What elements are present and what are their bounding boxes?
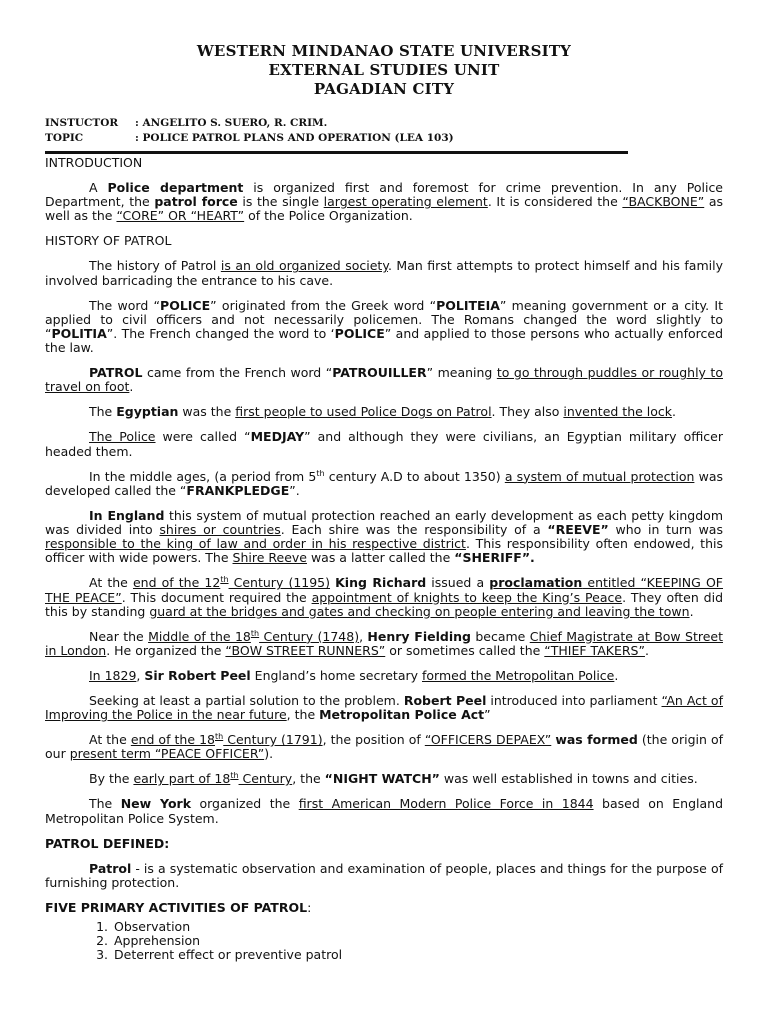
text-run: . He organized the — [106, 643, 226, 659]
text-run: FRANKPLEDGE — [186, 482, 290, 498]
text-run: Century — [238, 771, 293, 787]
text-run: By the — [89, 771, 134, 787]
text-run: POLICE — [160, 297, 211, 313]
text-run: appointment of knights to keep the King’s Peace — [311, 589, 623, 605]
text-run: introduced into parliament — [486, 693, 662, 709]
history-paragraph — [45, 772, 723, 786]
text-run: The — [89, 796, 121, 812]
text-run: “REEVE” — [547, 522, 609, 538]
text-run: Metropolitan Police Act — [319, 707, 485, 723]
text-run: “NIGHT WATCH” — [324, 771, 440, 787]
text-run: PATROUILLER — [332, 365, 427, 381]
text-run: In England — [89, 507, 165, 523]
text-run: . — [129, 379, 134, 395]
text-run: ”. The French changed the word to ‘ — [106, 326, 335, 342]
text-run: largest operating element — [323, 194, 488, 210]
text-run: : — [307, 899, 312, 915]
text-run: - is a systematic observation and examination of people, places and things for the purpose of furnishing protection. — [45, 860, 723, 890]
topic-value: : POLICE PATROL PLANS AND OPERATION (LEA 103) — [135, 132, 454, 144]
superscript: th — [220, 575, 229, 585]
header-divider — [45, 151, 628, 154]
history-paragraph — [45, 630, 723, 658]
text-run: The history of Patrol — [89, 258, 221, 274]
text-run: . — [644, 643, 649, 659]
heading-patrol-defined: PATROL DEFINED: — [45, 835, 170, 851]
text-run: Police department — [107, 180, 244, 195]
topic-line — [45, 131, 735, 146]
text-run: end of the 18 — [130, 732, 215, 748]
university-name: WESTERN MINDANAO STATE UNIVERSITY — [196, 42, 572, 60]
text-run: , the — [292, 771, 325, 787]
text-run: formed the Metropolitan Police — [422, 668, 615, 684]
text-run: . They also — [491, 404, 564, 420]
text-run: At the — [89, 732, 131, 748]
list-item: 1. Observation — [112, 920, 723, 934]
text-run: Century (1791) — [223, 732, 323, 748]
text-run: this system of mutual protection reached an early development as each petty kingdom was divided into — [45, 507, 723, 538]
text-run: PATROL — [89, 365, 143, 381]
text-run: , the — [286, 707, 320, 723]
text-run: was formed — [555, 732, 638, 748]
text-run: FIVE PRIMARY ACTIVITIES OF PATROL — [45, 899, 308, 915]
text-run: “An Act of Improving the Police in the near future — [45, 693, 723, 723]
topic-label: TOPIC — [45, 132, 84, 144]
history-paragraph — [45, 509, 723, 566]
text-run: POLICE — [334, 326, 385, 342]
text-run: In the middle ages, (a period from 5 — [89, 468, 317, 484]
heading-five-activities — [45, 901, 723, 915]
text-run: Near the — [89, 628, 149, 644]
history-paragraph — [45, 669, 723, 683]
superscript: th — [316, 468, 325, 478]
text-run: present term “PEACE OFFICER” — [69, 746, 265, 762]
text-run: guard at the bridges and gates and checking on people entering and leaving the town — [149, 603, 690, 619]
text-run: or sometimes called the — [385, 643, 545, 659]
text-run: first American Modern Police Force in 1844 — [298, 796, 594, 812]
text-run: was well established in towns and cities. — [439, 771, 698, 787]
text-run: POLITIA — [51, 326, 107, 342]
text-run: “OFFICERS DEPAEX” — [424, 732, 552, 748]
text-run: . — [672, 404, 676, 420]
instructor-label: INSTUCTOR — [45, 117, 119, 129]
text-run: ” and although they were civilians, an Egyptian military officer headed them. — [45, 429, 724, 459]
definition-paragraph — [45, 862, 723, 890]
history-paragraph — [45, 430, 723, 458]
text-run: New York — [120, 796, 192, 812]
text-run: ”. — [289, 482, 300, 498]
text-run: Patrol — [89, 860, 132, 876]
text-run: Sir Robert Peel — [144, 668, 251, 684]
history-paragraph — [45, 470, 723, 498]
document-header — [0, 42, 768, 99]
history-paragraph — [45, 733, 723, 761]
text-run: entitled “KEEPING OF THE PEACE” — [45, 575, 723, 605]
text-run: “CORE” OR “HEART” — [116, 208, 245, 224]
text-run: was the — [178, 404, 236, 420]
text-run: . This responsibility often endowed, this officer with wide powers. The — [45, 536, 723, 566]
text-run: ” and applied to those persons who actually enforced the law. — [45, 326, 724, 356]
text-run: , the position of — [322, 732, 425, 748]
text-run: , — [136, 668, 145, 684]
list-item: 2. Apprehension — [112, 934, 723, 948]
text-run: issued a — [426, 575, 490, 591]
text-run: end of the 12 — [132, 575, 221, 591]
text-run: a system of mutual protection — [504, 468, 695, 484]
text-run: . — [614, 668, 619, 684]
text-run: . Man first attempts to protect himself and his family involved barricading the entrance to his cave. — [45, 258, 723, 288]
text-run: In 1829 — [89, 668, 137, 684]
text-run: . Each shire was the responsibility of a — [280, 522, 548, 538]
text-run: were called “ — [155, 429, 251, 445]
history-paragraph — [45, 366, 723, 394]
text-run: The — [89, 404, 117, 420]
list-item: 3. Deterrent effect or preventive patrol — [112, 948, 723, 962]
document-meta — [45, 116, 735, 146]
text-run: early part of 18 — [133, 771, 231, 787]
text-run: Century (1195) — [228, 575, 331, 591]
text-run: came from the French word “ — [142, 365, 333, 381]
text-run: Henry Fielding — [367, 628, 471, 644]
document-body — [45, 156, 723, 962]
unit-name: EXTERNAL STUDIES UNIT — [268, 61, 500, 79]
text-run: . This document required the — [121, 589, 312, 605]
text-run: responsible to the king of law and order in his respective district — [45, 536, 466, 552]
instructor-line — [45, 116, 735, 131]
text-run: MEDJAY — [250, 429, 305, 445]
text-run: “BOW STREET RUNNERS” — [225, 643, 386, 659]
text-run: based on England Metropolitan Police System. — [45, 796, 723, 826]
text-run: Egyptian — [116, 404, 179, 420]
text-run: was a latter called the — [306, 550, 455, 566]
text-run: Century (1748) — [259, 628, 360, 644]
heading-history: HISTORY OF PATROL — [45, 233, 172, 249]
text-run: is the single — [237, 194, 324, 210]
text-run: ” — [484, 707, 491, 723]
text-run: . It is considered the — [487, 194, 623, 210]
text-run: At the — [89, 575, 133, 591]
text-run: was developed called the “ — [45, 468, 723, 498]
superscript: th — [215, 732, 224, 742]
text-run: The word “ — [89, 297, 161, 313]
text-run: King Richard — [335, 575, 427, 591]
text-run: of the Police Organization. — [244, 208, 413, 224]
text-run: as well as the — [45, 194, 724, 224]
text-run: (the origin of our — [45, 732, 723, 762]
heading-introduction: INTRODUCTION — [45, 155, 143, 170]
activities-list — [45, 920, 723, 963]
text-run: ” originated from the Greek word “ — [210, 297, 437, 313]
text-run: ). — [264, 746, 274, 762]
text-run: A — [89, 180, 108, 195]
text-run: . They often did this by standing — [45, 589, 724, 619]
text-run: shires or countries — [159, 522, 281, 538]
text-run: “THIEF TAKERS” — [544, 643, 645, 659]
text-run: “BACKBONE” — [622, 194, 705, 210]
text-run: Seeking at least a partial solution to the problem. — [89, 693, 404, 709]
text-run: POLITEIA — [436, 297, 500, 313]
text-run: England’s home secretary — [250, 668, 422, 684]
text-run: century A.D to about 1350) — [324, 468, 505, 484]
text-run: proclamation — [489, 575, 583, 591]
text-run: Chief Magistrate at Bow Street in London — [45, 628, 723, 659]
text-run: is an old organized society — [220, 258, 388, 274]
text-run: Middle of the 18 — [148, 628, 251, 644]
text-run: Shire Reeve — [232, 550, 307, 566]
text-run: patrol force — [154, 194, 238, 210]
text-run: who in turn was — [608, 522, 723, 538]
text-run: invented the lock — [563, 404, 673, 420]
history-paragraph — [45, 576, 723, 619]
text-run: is organized first and foremost for crime prevention. In any Police Department, the — [45, 180, 724, 210]
city-name: PAGADIAN CITY — [313, 80, 455, 98]
text-run: organized the — [191, 796, 299, 812]
text-run: ” meaning — [426, 365, 497, 381]
text-run: “SHERIFF”. — [454, 550, 535, 566]
intro-paragraph — [45, 181, 723, 224]
instructor-value: : ANGELITO S. SUERO, R. CRIM. — [135, 117, 328, 129]
text-run: , — [359, 628, 368, 644]
history-paragraph — [45, 797, 723, 825]
text-run: . — [689, 603, 694, 619]
history-paragraph — [45, 405, 723, 419]
text-run: The Police — [89, 429, 156, 445]
history-paragraph — [45, 299, 723, 356]
text-run: became — [470, 628, 530, 644]
superscript: th — [250, 628, 260, 638]
text-run: to go through puddles or roughly to travel on foot — [45, 365, 723, 395]
text-run: Robert Peel — [403, 693, 487, 709]
history-paragraph — [45, 694, 723, 722]
text-run: ” meaning government or a city. It applied to civil officers and not necessarily policemen. The Romans changed the word slightly to “ — [45, 297, 723, 342]
text-run: first people to used Police Dogs on Patrol — [235, 404, 492, 420]
superscript: th — [230, 771, 239, 781]
history-paragraph — [45, 259, 723, 287]
